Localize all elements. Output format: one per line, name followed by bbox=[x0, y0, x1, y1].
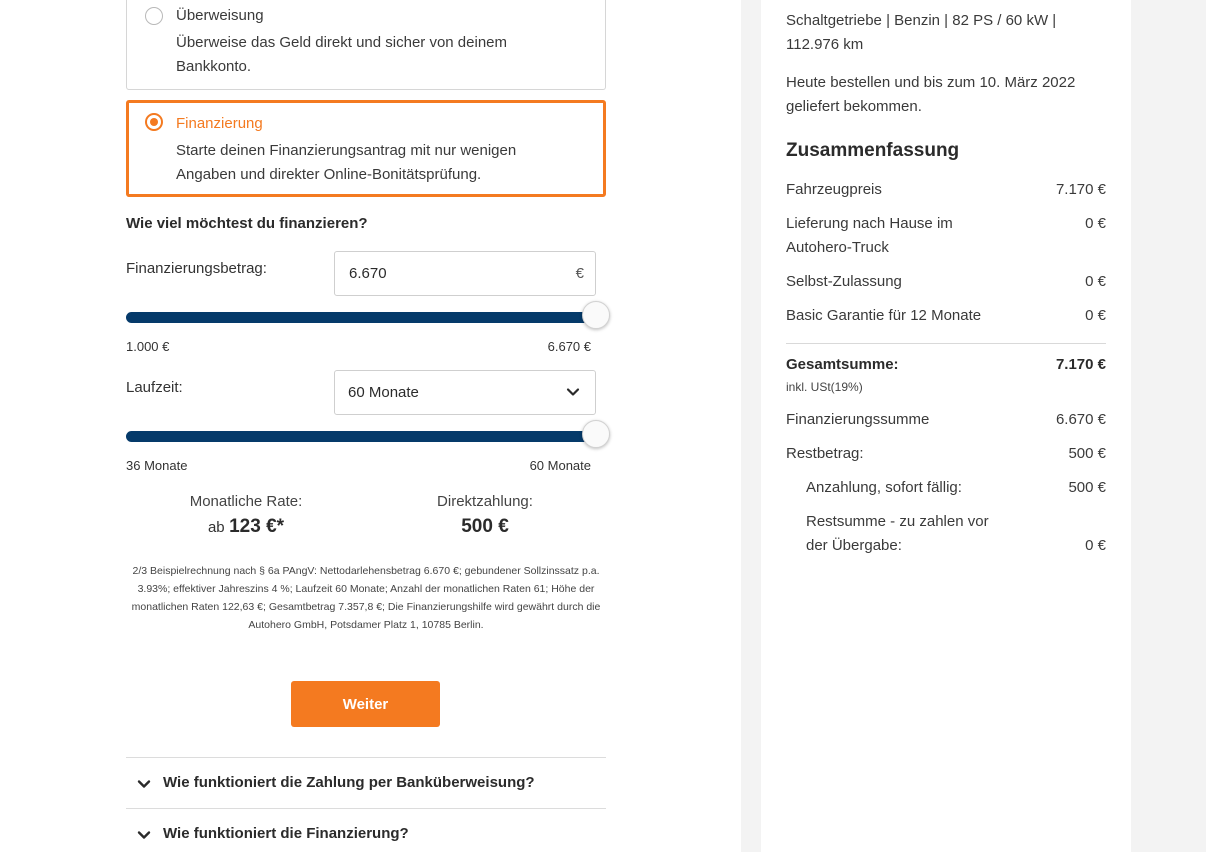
next-button[interactable]: Weiter bbox=[291, 681, 440, 727]
summary-title: Zusammenfassung bbox=[786, 140, 960, 161]
summary-row-label: Lieferung nach Hause im Autohero-Truck bbox=[786, 215, 953, 256]
payment-option-finance[interactable] bbox=[126, 100, 606, 197]
direct-payment bbox=[385, 516, 585, 538]
euro-suffix: € bbox=[575, 265, 584, 282]
radio-transfer[interactable] bbox=[145, 7, 163, 25]
amount-label: Finanzierungsbetrag: bbox=[126, 260, 267, 277]
direct-payment-label: Direktzahlung: bbox=[437, 493, 533, 510]
summary-row-value: 0 € bbox=[1085, 307, 1106, 324]
term-slider-handle[interactable] bbox=[582, 420, 610, 448]
monthly-rate bbox=[146, 516, 346, 538]
amount-max-label: 6.670 € bbox=[547, 339, 591, 354]
term-label: Laufzeit: bbox=[126, 379, 183, 396]
down-payment-value: 500 € bbox=[1068, 479, 1106, 496]
total-value: 7.170 € bbox=[1055, 356, 1106, 373]
amount-slider-handle[interactable] bbox=[582, 301, 610, 329]
transfer-title: Überweisung bbox=[176, 7, 264, 24]
amount-slider-track[interactable] bbox=[126, 312, 596, 323]
amount-input[interactable] bbox=[335, 252, 555, 295]
monthly-rate-label: Monatliche Rate: bbox=[189, 493, 303, 510]
summary-row-label: Selbst-Zulassung bbox=[786, 273, 902, 290]
delivery-note: Heute bestellen und bis zum 10. März 2022 geliefert bekommen. bbox=[786, 74, 1076, 115]
term-selected-value: 60 Monate bbox=[348, 384, 419, 401]
chevron-down-icon bbox=[565, 384, 581, 400]
payment-option-transfer[interactable] bbox=[126, 0, 606, 90]
finance-sum-label: Finanzierungssumme bbox=[786, 411, 930, 428]
monthly-rate-value: 123 €* bbox=[229, 516, 285, 537]
total-label: Gesamtsumme: bbox=[786, 356, 899, 373]
finance-description: Starte deinen Finanzierungsantrag mit nur wenigen Angaben und direkter Online-Bonitätsprüfung. bbox=[176, 142, 517, 183]
car-specs: Schaltgetriebe | Benzin | 82 PS / 60 kW | 112.976 km bbox=[786, 12, 1057, 53]
finance-title: Finanzierung bbox=[176, 115, 263, 132]
summary-row-label: Basic Garantie für 12 Monate bbox=[786, 307, 982, 324]
faq-question: Wie funktioniert die Zahlung per Banküberweisung? bbox=[163, 774, 535, 791]
vat-note: inkl. USt(19%) bbox=[786, 380, 863, 394]
amount-field[interactable] bbox=[334, 251, 596, 296]
finance-sum-value: 6.670 € bbox=[1055, 411, 1106, 428]
monthly-rate-prefix: ab bbox=[207, 519, 225, 536]
faq-question: Wie funktioniert die Finanzierung? bbox=[163, 825, 409, 842]
transfer-description: Überweise das Geld direkt und sicher von deinem Bankkonto. bbox=[176, 34, 508, 75]
summary-row-value: 7.170 € bbox=[1055, 181, 1106, 198]
amount-min-label: 1.000 € bbox=[126, 339, 170, 354]
remaining-label: Restbetrag: bbox=[786, 445, 864, 462]
faq-item-bank-transfer[interactable] bbox=[126, 757, 606, 808]
chevron-down-icon bbox=[136, 776, 152, 792]
summary-row-value: 0 € bbox=[1085, 215, 1106, 232]
summary-row-value: 0 € bbox=[1085, 273, 1106, 290]
term-select[interactable] bbox=[334, 370, 596, 415]
radio-finance[interactable] bbox=[145, 113, 163, 131]
rest-label: Restsumme - zu zahlen vor der Übergabe: bbox=[806, 513, 989, 554]
term-max-label: 60 Monate bbox=[529, 458, 591, 473]
remaining-value: 500 € bbox=[1068, 445, 1106, 462]
direct-payment-value: 500 € bbox=[461, 516, 509, 537]
summary-row-label: Fahrzeugpreis bbox=[786, 181, 882, 198]
rest-value: 0 € bbox=[1085, 537, 1106, 554]
chevron-down-icon bbox=[136, 827, 152, 843]
financing-heading: Wie viel möchtest du finanzieren? bbox=[126, 215, 368, 232]
faq-item-financing[interactable] bbox=[126, 808, 606, 852]
term-min-label: 36 Monate bbox=[126, 458, 188, 473]
down-payment-label: Anzahlung, sofort fällig: bbox=[806, 479, 962, 496]
term-slider-track[interactable] bbox=[126, 431, 596, 442]
summary-divider bbox=[786, 343, 1106, 344]
financing-disclaimer: 2/3 Beispielrechnung nach § 6a PAngV: Nettodarlehensbetrag 6.670 €; gebundener Sollzinssatz p.a. 3.93%; effektiver Jahreszins 4 %; Laufzeit 60 Monate; Anzahl der monatlichen Raten 61; Höhe der monatlichen Raten 122,63 €; Gesamtbetrag 7.357,8 €; Die Finanzierungshilfe wird gewährt durch die Autohero GmbH, Potsdamer Platz 1, 10785 Berlin. bbox=[131, 565, 601, 631]
